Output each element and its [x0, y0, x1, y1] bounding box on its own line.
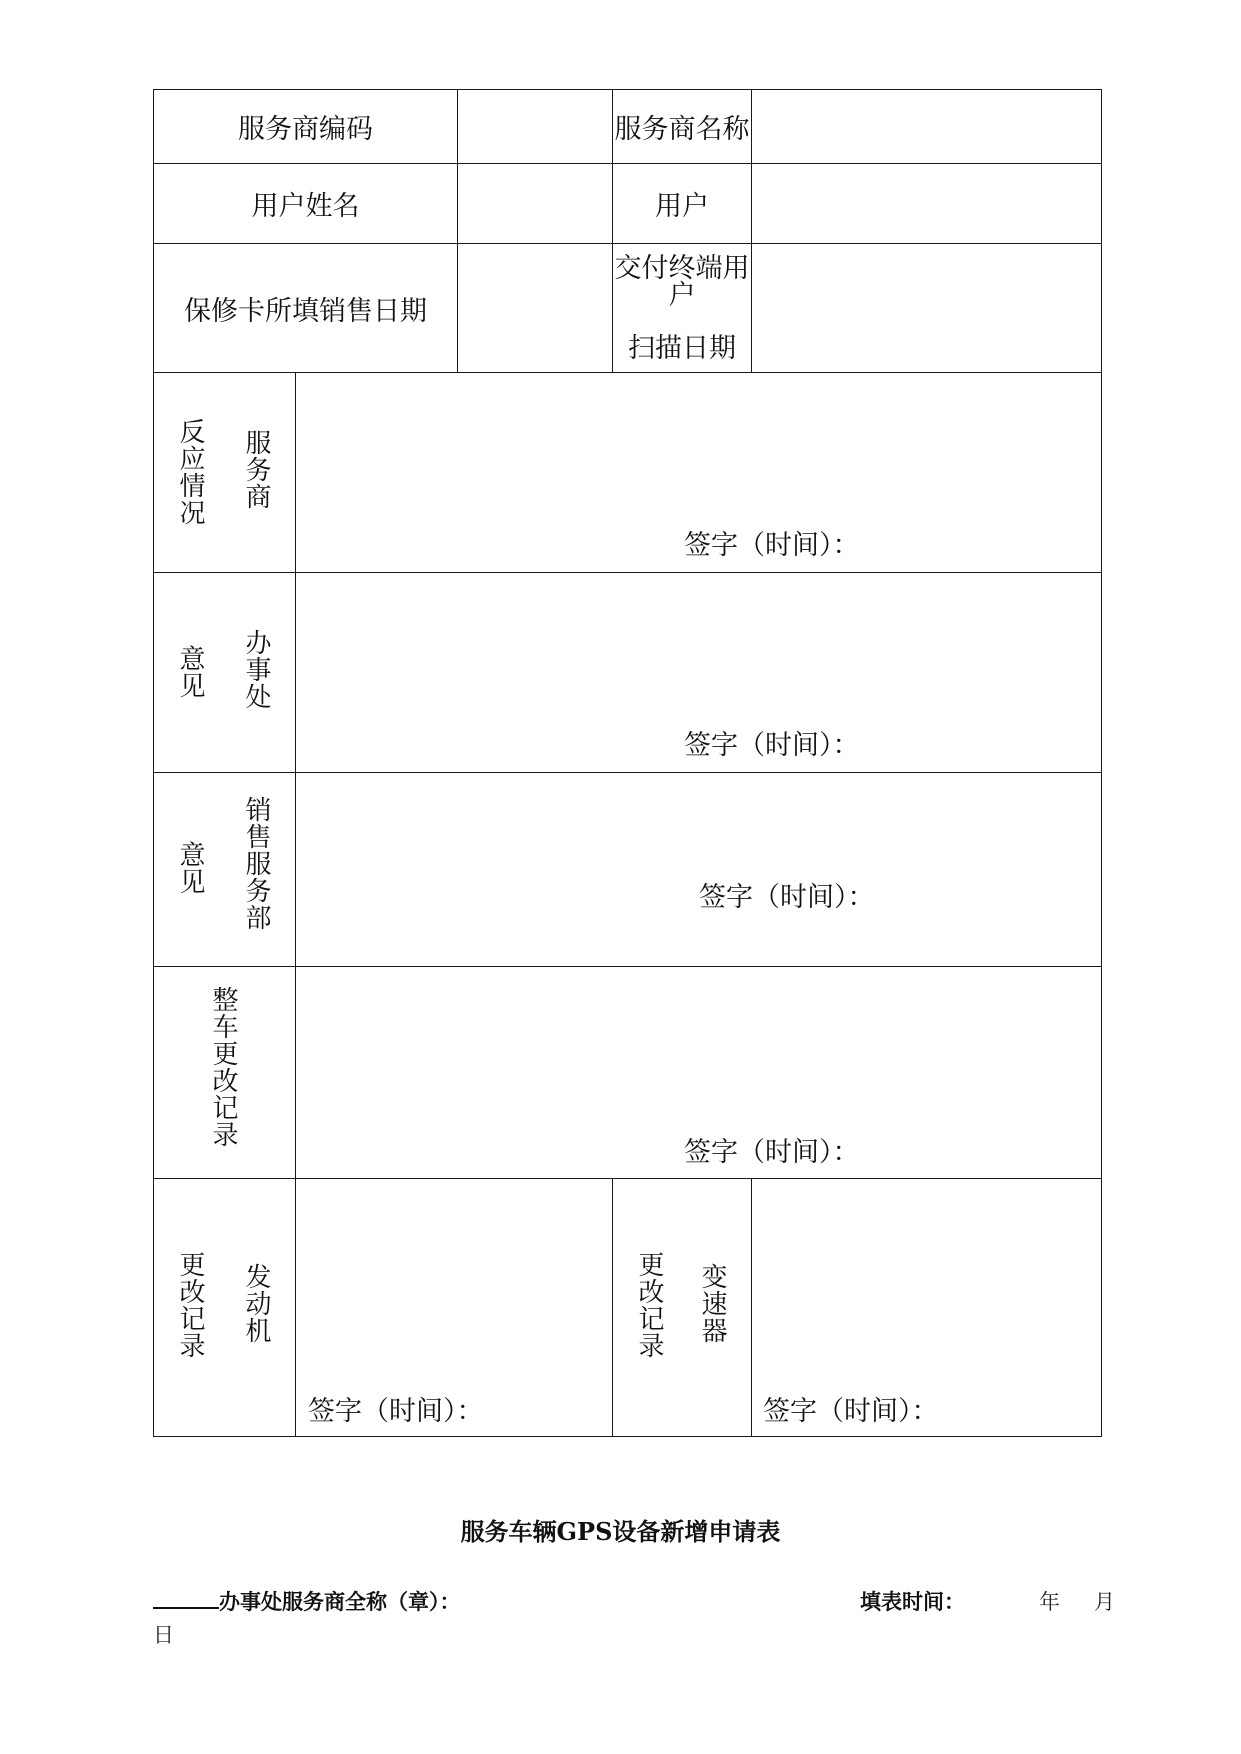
office-name-blank[interactable] [153, 1589, 219, 1609]
fill-time-year: 年 [1039, 1590, 1060, 1614]
sales-service-opinion-label-col2: 销售服务部 [241, 796, 271, 931]
sales-service-opinion-signature: 签字（时间）： [699, 882, 875, 913]
warranty-sale-date-label: 保修卡所填销售日期 [154, 244, 458, 373]
gearbox-change-label-col1: 更改记录 [634, 1251, 664, 1359]
gearbox-change-signature: 签字（时间）： [763, 1396, 939, 1427]
form-title: 服务车辆GPS设备新增申请表 [460, 1517, 781, 1546]
warranty-sale-date-value[interactable] [458, 244, 613, 373]
row-user-name [154, 164, 1102, 244]
gearbox-change-content[interactable] [752, 1179, 1102, 1437]
vehicle-change-label [154, 967, 296, 1179]
provider-feedback-content[interactable] [296, 373, 1102, 573]
row-provider-feedback [154, 373, 1102, 573]
provider-feedback-label-col1: 反应情况 [175, 418, 205, 526]
delivery-scan-date-label [613, 244, 752, 373]
delivery-scan-label-line1: 交付终端用户 [614, 252, 750, 311]
provider-code-value[interactable] [458, 90, 613, 164]
user-name-label: 用户姓名 [154, 164, 458, 244]
delivery-scan-date-value[interactable] [752, 244, 1102, 373]
user-value[interactable] [752, 164, 1102, 244]
engine-change-label-col2: 发动机 [241, 1263, 271, 1344]
user-label: 用户 [613, 164, 752, 244]
office-opinion-signature: 签字（时间）： [684, 730, 860, 761]
application-form-table [153, 89, 1102, 1437]
row-vehicle-change [154, 967, 1102, 1179]
provider-feedback-label [154, 373, 296, 573]
delivery-scan-label-line2: 扫描日期 [628, 332, 736, 364]
row-office-opinion [154, 573, 1102, 773]
office-opinion-content[interactable] [296, 573, 1102, 773]
gearbox-change-label [613, 1179, 752, 1437]
vehicle-change-label-col1: 整车更改记录 [208, 986, 238, 1148]
row-engine-gearbox-change [154, 1179, 1102, 1437]
engine-change-label-col1: 更改记录 [175, 1251, 205, 1359]
row-provider-code [154, 90, 1102, 164]
office-opinion-label [154, 573, 296, 773]
gearbox-change-label-col2: 变速器 [697, 1263, 727, 1344]
sales-service-opinion-label-col1: 意见 [175, 841, 205, 895]
sales-service-opinion-content[interactable] [296, 773, 1102, 967]
fill-time-month: 月 [1094, 1590, 1115, 1614]
provider-full-name-line [153, 1586, 461, 1616]
provider-feedback-signature: 签字（时间）： [684, 530, 860, 561]
provider-code-label: 服务商编码 [154, 90, 458, 164]
provider-name-label: 服务商名称 [613, 90, 752, 164]
provider-full-name-label: 办事处服务商全称（章）： [219, 1589, 461, 1614]
provider-name-value[interactable] [752, 90, 1102, 164]
engine-change-label [154, 1179, 296, 1437]
row-sales-service-opinion [154, 773, 1102, 967]
engine-change-content[interactable] [296, 1179, 613, 1437]
row-dates [154, 244, 1102, 373]
fill-time-day: 日 [153, 1623, 174, 1647]
vehicle-change-signature: 签字（时间）： [684, 1137, 860, 1168]
fill-time-label: 填表时间： [860, 1589, 965, 1614]
sales-service-opinion-label [154, 773, 296, 967]
office-opinion-label-col2: 办事处 [241, 629, 271, 710]
engine-change-signature: 签字（时间）： [308, 1396, 484, 1427]
office-opinion-label-col1: 意见 [175, 645, 205, 699]
provider-feedback-label-col2: 服务商 [241, 429, 271, 510]
vehicle-change-content[interactable] [296, 967, 1102, 1179]
user-name-value[interactable] [458, 164, 613, 244]
